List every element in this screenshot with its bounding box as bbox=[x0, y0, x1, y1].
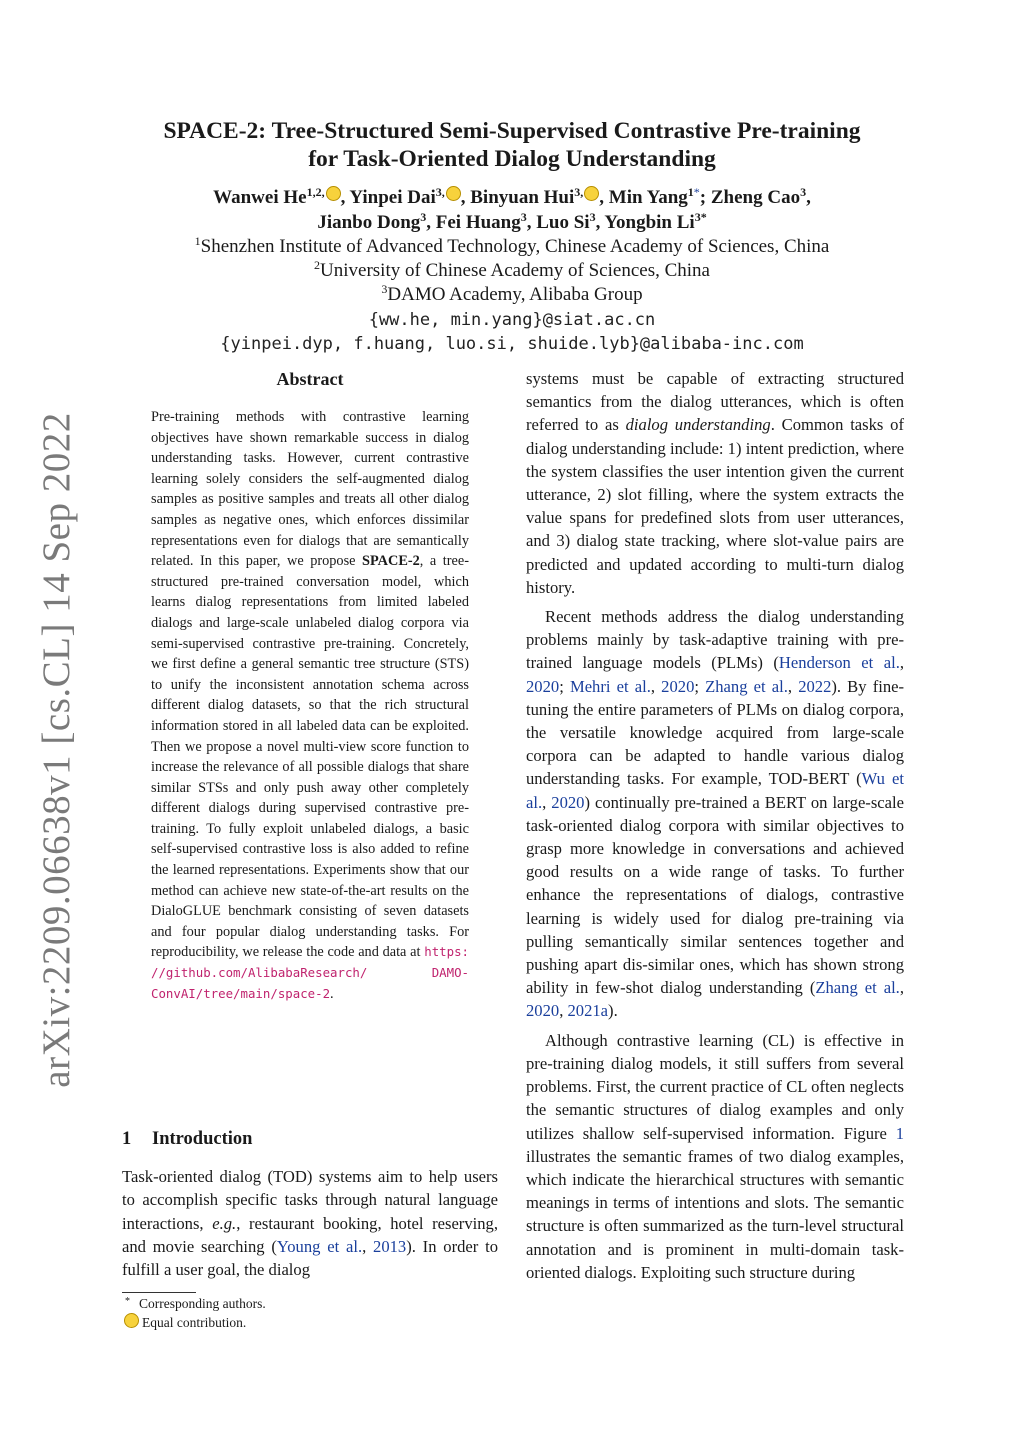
author-affil-mark: 3, bbox=[574, 185, 584, 199]
author-name: , Luo Si bbox=[526, 212, 590, 233]
section-title: Introduction bbox=[152, 1129, 253, 1149]
body-paragraph bbox=[526, 367, 904, 599]
body-text: , bbox=[899, 978, 904, 998]
author-list: Wanwei $He^{1,2,}$ , Yinpei Dai$^{3,}$ , Binyuan Hui$^{3,}$ , Min Yang$^{1*}$; Zheng Cao$^3$, Jianbo Dong$^3$, Fei Huang$^3$, Luo Si$^3$, Yongbin $Li^{3*}$ bbox=[213, 185, 811, 233]
url-part[interactable]: //github.com/AlibabaResearch/ bbox=[151, 965, 368, 981]
body-text: illustrates the semantic frames of two dialog examples, which indicate the hierarchical structures with semantic meanings in terms of intentions and slots. The semantic structure is often summarized as the turn-level structural annotation and is prominent in multi-domain task-oriented dialogs. Exploiting such structure during bbox=[526, 1146, 904, 1282]
author-name: Jianbo Dong bbox=[317, 212, 421, 233]
equal-contribution-emoji-icon bbox=[326, 186, 341, 201]
citation-link[interactable]: 2020 bbox=[526, 676, 560, 696]
equal-contribution-emoji-icon bbox=[584, 186, 599, 201]
affiliation-1 bbox=[110, 235, 914, 259]
footnote-text: Corresponding authors. bbox=[139, 1296, 266, 1311]
body-text: , bbox=[362, 1236, 374, 1256]
citation-link[interactable]: 2022 bbox=[798, 676, 832, 696]
author-name: , Yinpei Dai bbox=[340, 187, 436, 208]
body-paragraph bbox=[526, 605, 904, 1023]
body-text: Recent methods address the dialog understanding problems mainly by task-adaptive training with pre-trained language models (PLMs) ( bbox=[526, 607, 904, 673]
citation-link[interactable]: Mehri et al. bbox=[569, 676, 651, 696]
affiliation-mark: 3 bbox=[381, 282, 388, 296]
footnote-corresponding bbox=[125, 1293, 500, 1313]
author-affil-mark: 3, bbox=[435, 185, 445, 199]
abstract-heading: Abstract bbox=[276, 369, 344, 389]
body-text: ). bbox=[608, 1001, 618, 1021]
author-name: , Min Yang bbox=[599, 187, 688, 208]
abstract-text: , a tree-structured pre-trained conversation model, which learns dialog representations from limited labeled dialogs and large-scale unlabeled dialog corpora via semi-supervised contrastive pre-training. Concretely, we first define a general semantic tree structure (STS) to unify the inconsistent annotation schema across different dialog datasets, so that the rich structural information stored in all labeled data can be exploited. Then we propose a novel multi-view score function to increase the relevance of all possible dialogs that share similar STSs and only push away other completely different dialogs during supervised contrastive pre-training. To fully exploit unlabeled dialogs, a basic self-supervised contrastive loss is also added to refine the learned representations. Experiments show that our method can achieve new state-of-the-art results on the DialoGLUE benchmark consisting of seven datasets and four popular dialog understanding tasks. For reproducibility, we release the code and data at bbox=[151, 553, 469, 961]
body-paragraph bbox=[526, 1029, 904, 1284]
affiliation-mark: 1 bbox=[194, 234, 201, 248]
author-affil-mark: 3 bbox=[800, 185, 807, 199]
footnote-text: Equal contribution. bbox=[142, 1315, 247, 1330]
author-affil-number: 3 bbox=[694, 210, 701, 224]
right-column bbox=[526, 367, 904, 1284]
body-text: systems must be capable of extracting structured semantics from the dialog utterances, which is often referred to as bbox=[526, 369, 904, 435]
body-text: , bbox=[787, 676, 799, 696]
author-name: , Binyuan Hui bbox=[460, 187, 575, 208]
figure-ref-link[interactable]: 1 bbox=[895, 1123, 904, 1143]
citation-link[interactable]: Young et al. bbox=[276, 1236, 363, 1256]
title-line-1: SPACE-2: Tree-Structured Semi-Supervised Contrastive Pre-training bbox=[163, 118, 861, 144]
body-text: ). In order to fulfill a user goal, the dialog bbox=[122, 1236, 498, 1280]
author-affil-mark bbox=[688, 185, 700, 199]
body-text: ; bbox=[694, 676, 706, 696]
body-text: Although contrastive learning (CL) is effective in pre-training dialog models, it still suffers from several problems. First, the current practice of CL often neglects the semantic structures of dialog examples and only utilizes shallow self-supervised information. Figure bbox=[526, 1030, 904, 1143]
citation-link[interactable]: 2020 bbox=[661, 676, 695, 696]
citation-link[interactable]: Zhang et al. bbox=[815, 978, 900, 998]
citation-link[interactable]: 2020 bbox=[526, 1001, 560, 1021]
footnotes bbox=[125, 1293, 500, 1332]
email-line-2: {yinpei.dyp, f.huang, luo.si, shuide.lyb}@alibaba-inc.com bbox=[220, 334, 804, 354]
author-name: Wanwei He bbox=[213, 187, 307, 208]
affiliation-text: Shenzhen Institute of Advanced Technology, Chinese Academy of Sciences, China bbox=[200, 236, 830, 257]
body-text: , bbox=[899, 653, 904, 673]
body-text: , bbox=[542, 792, 552, 812]
citation-link[interactable]: 2013 bbox=[373, 1236, 407, 1256]
abstract-body bbox=[151, 407, 469, 1004]
body-text: , restaurant booking, hotel reserving, and movie searching ( bbox=[122, 1213, 498, 1256]
author-name: , Fei Huang bbox=[426, 212, 521, 233]
author-affil-mark: 3* bbox=[694, 210, 707, 224]
url-part[interactable]: https: bbox=[424, 944, 469, 960]
citation-link[interactable]: 2020 bbox=[551, 792, 585, 812]
citation-link[interactable]: Wu et al. bbox=[526, 769, 904, 812]
citation-link[interactable]: Zhang et al. bbox=[705, 676, 788, 696]
author-affil-mark: 1,2, bbox=[306, 185, 325, 199]
body-text: ) continually pre-trained a BERT on large-scale task-oriented dialog corpora with similar objectives to grasp more knowledge in conversations and achieved good results on a wide range of tasks. To further enhance the representations of dialogs, contrastive learning is widely used for dialog pre-training via pulling semantically similar sentences together and pushing apart dis-similar ones, which has shown strong ability in few-shot dialog understanding ( bbox=[526, 792, 904, 998]
abstract-text: Pre-training methods with contrastive learning objectives have shown remarkable success in dialog understanding tasks. However, current contrastive learning solely considers the self-augmented dialog samples as positive samples and treats all other dialog samples as negative ones, which enforces dissimilar representations even for dialogs that are semantically related. In this paper, we propose bbox=[151, 409, 469, 570]
author-affil-number: 1 bbox=[687, 185, 694, 199]
body-text: ; bbox=[559, 676, 570, 696]
body-text: Task-oriented dialog (TOD) systems aim to help users to accomplish specific tasks through natural language interactions, bbox=[122, 1167, 498, 1233]
email-line-1: {ww.he, min.yang}@siat.ac.cn bbox=[368, 310, 656, 330]
url-part[interactable]: DAMO-ConvAI/tree/main/space-2 bbox=[151, 965, 469, 1001]
author-name: , Yongbin Li bbox=[595, 212, 695, 233]
affiliation-text: University of Chinese Academy of Sciences, China bbox=[320, 260, 710, 281]
body-text: . Common tasks of dialog understanding include: 1) intent prediction, where the system classifies the user intention given the current utterance, 2) slot filling, where the system extracts the value spans for predefined slots from user utterances, and 3) dialog state tracking, where slot-value pairs are predicted and updated according to multi-turn dialog history. bbox=[526, 415, 904, 597]
citation-link[interactable]: 2021a bbox=[567, 1001, 609, 1021]
abstract-text: . bbox=[330, 985, 334, 1002]
body-text-italic: dialog understanding bbox=[625, 415, 771, 435]
section-number: 1 bbox=[122, 1129, 132, 1149]
citation-link[interactable]: Henderson et al. bbox=[778, 653, 900, 673]
body-text: , bbox=[650, 676, 662, 696]
paper-title bbox=[110, 117, 914, 173]
footnote-equal bbox=[140, 1313, 500, 1332]
author-affil-mark: 3 bbox=[520, 210, 527, 224]
equal-contribution-emoji-icon bbox=[446, 186, 461, 201]
author-affil-mark: 3 bbox=[420, 210, 427, 224]
model-name: SPACE-2 bbox=[362, 553, 420, 570]
author-affil-mark: 3 bbox=[589, 210, 596, 224]
affiliation-2 bbox=[110, 259, 914, 283]
body-text-italic: e.g. bbox=[212, 1213, 237, 1233]
affiliation-text: DAMO Academy, Alibaba Group bbox=[387, 284, 643, 305]
author-name: Zheng Cao bbox=[710, 187, 801, 208]
equal-contribution-emoji-icon bbox=[124, 1313, 139, 1328]
body-text: , bbox=[559, 1001, 568, 1021]
affiliation-mark: 2 bbox=[314, 258, 321, 272]
arxiv-identifier: arXiv:2209.06638v1 [cs.CL] 14 Sep 2022 bbox=[35, 412, 78, 1088]
body-text: ). By fine-tuning the entire parameters of PLMs on dialog corpora, the versatile knowledge acquired from large-scale corpora can be adapted to handle various dialog understanding tasks. For example, TOD-BERT ( bbox=[526, 676, 905, 789]
introduction-paragraph bbox=[122, 1165, 498, 1281]
footnote-mark: * bbox=[125, 1296, 130, 1307]
affiliation-3 bbox=[110, 283, 914, 307]
title-line-2: for Task-Oriented Dialog Understanding bbox=[308, 146, 716, 172]
corresponding-author-star-icon[interactable]: * bbox=[693, 185, 700, 199]
section-heading-introduction bbox=[122, 1127, 502, 1151]
